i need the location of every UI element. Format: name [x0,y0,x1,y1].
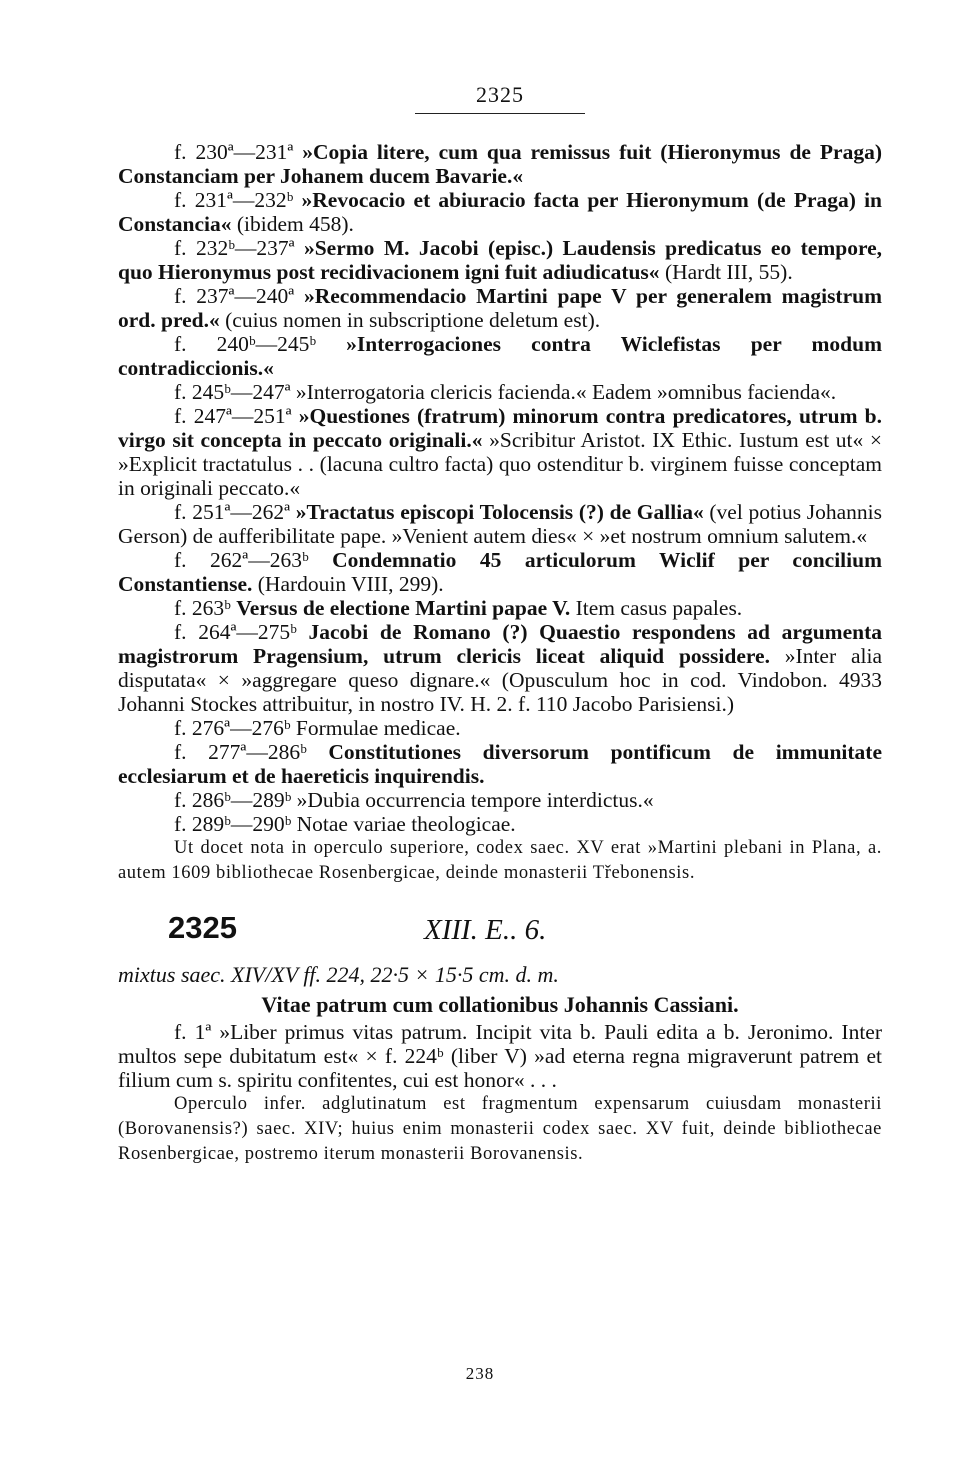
codex-description: mixtus saec. XIV/XV ff. 224, 22·5 × 15·5 cm. d. m. [118,962,559,987]
entry-remark: »Inter alia disputata« × »aggregare queso dignare.« (Opusculum hoc in cod. Vindobon. 4933 Johanni Stockes attribuitur, in nostro IV. H. 2. f. 110 Jacobo Parisiensi.) [118,644,882,716]
folio-range: f. 277ª—286ᵇ [174,740,307,764]
entry-title: »Revocacio et abiuracio facta per Hieronymum (de Praga) in Constancia« [118,188,883,236]
codex-number: 2325 [168,910,237,945]
codex-heading [118,910,882,956]
entry-remark: (Hardt III, 55). [659,260,793,284]
folio-range: f. 240ᵇ—245ᵇ [174,332,316,356]
codex-shelfmark: XIII. E.. 6. [424,914,547,946]
codex-text: f. 1ª »Liber primus vitas patrum. Incipit vita b. Pauli edita a b. Jeronimo. Inter multos sepe dubitatum est« × f. 224ᵇ (liber V) »ad eterna regna migraverunt patrem et filium cum s. spiritu confitentes, cui est honor« . . . [118,1020,882,1092]
provenance-note: Ut docet nota in operculo superiore, codex saec. XV erat »Martini plebani in Plana, a. autem 1609 bibliothecae Rosenbergicae, deinde monasterii Třebonensis. [118,838,882,883]
entry-remark: »Interrogatoria clericis facienda.« Eadem »omnibus facienda«. [290,380,837,404]
entry-list [118,140,882,836]
entry-title: Condemnatio 45 articulorum Wiclif per concilium Constantiense. [118,548,882,596]
page-footer-number: 238 [465,1364,495,1383]
entry-title: »Interrogaciones contra Wiclefistas per modum contradiccionis.« [118,332,882,380]
manuscript-entry [118,548,882,596]
manuscript-entry [118,812,882,836]
document-body [118,140,882,1167]
manuscript-entry [118,716,882,740]
manuscript-entry [118,140,882,188]
entry-title: Versus de electione Martini papae V. [236,596,571,620]
entry-remark: (cuius nomen in subscriptione deletum est). [219,308,601,332]
manuscript-entry [118,500,882,548]
folio-range: f. 237ª—240ª [174,284,295,308]
entry-remark: »Dubia occurrencia tempore interdictus.« [291,788,654,812]
folio-range: f. 286ᵇ—289ᵇ [174,788,292,812]
folio-range: f. 262ª—263ᵇ [174,548,309,572]
manuscript-entry [118,188,882,236]
header-rule [415,113,585,114]
folio-range: f. 289ᵇ—290ᵇ [174,812,292,836]
entry-title: »Recommendacio Martini pape V per generalem magistrum ord. pred.« [118,284,883,332]
folio-range: f. 276ª—276ᵇ [174,716,291,740]
entry-remark: (ibidem 458). [231,212,354,236]
folio-range: f. 264ª—275ᵇ [174,620,297,644]
entry-title: »Questiones (fratrum) minorum contra predicatores, utrum b. virgo sit concepta in peccato originali.« [118,404,882,452]
manuscript-entry [118,380,882,404]
manuscript-entry [118,596,882,620]
entry-title: Jacobi de Romano (?) Quaestio respondens ad argumenta magistrorum Pragensium, utrum clericis liceat aliquid possidere. [118,620,883,668]
folio-range: f. 251ª—262ª [174,500,291,524]
running-header-number: 2325 [476,82,524,107]
entry-remark: »Scribitur Aristot. IX Ethic. Iustum est ut« × »Explicit tractatulus . . (lacuna cultro facta) quo ostenditur b. virginem fuisse conceptam in originali peccato.« [118,428,882,500]
manuscript-entry [118,236,882,284]
entry-remark: (Hardouin VIII, 299). [252,572,444,596]
codex-title: Vitae patrum cum collationibus Johannis Cassiani. [261,992,739,1017]
folio-range: f. 230ª—231ª [174,140,294,164]
manuscript-entry [118,788,882,812]
folio-range: f. 232ᵇ—237ª [174,236,295,260]
entry-title: »Sermo M. Jacobi (episc.) Laudensis predicatus eo tempore, quo Hieronymus post recidivacionem igni fuit adiudicatus« [118,236,883,284]
folio-range: f. 263ᵇ [174,596,231,620]
folio-range: f. 231ª—232ᵇ [174,188,294,212]
entry-title: »Tractatus episcopi Tolocensis (?) de Gallia« [295,500,704,524]
manuscript-entry [118,404,882,500]
entry-title: Constitutiones diversorum pontificum de immunitate ecclesiarum et de haereticis inquirendis. [118,740,882,788]
manuscript-entry [118,620,882,716]
folio-range: f. 247ª—251ª [174,404,292,428]
manuscript-entry [118,332,882,380]
codex-note: Operculo infer. adglutinatum est fragmentum expensarum cuiusdam monasterii (Borovanensis?) saec. XIV; huius enim monasterii codex saec. XV fuit, deinde bibliothecae Rosenbergicae, postremo iterum monasterii Borovanensis. [118,1094,882,1164]
entry-remark: (vel potius Johannis Gerson) de aufferibilitate pape. »Venient autem dies« × »et nostrum omnium salutem.« [118,500,883,548]
entry-remark: Formulae medicae. [290,716,461,740]
entry-remark: Notae variae theologicae. [291,812,516,836]
manuscript-entry [118,284,882,332]
folio-range: f. 245ᵇ—247ª [174,380,291,404]
entry-title: »Copia litere, cum qua remissus fuit (Hieronymus de Praga) Constanciam per Johanem ducem Bavarie.« [118,140,882,188]
manuscript-entry [118,740,882,788]
entry-remark: Item casus papales. [570,596,743,620]
